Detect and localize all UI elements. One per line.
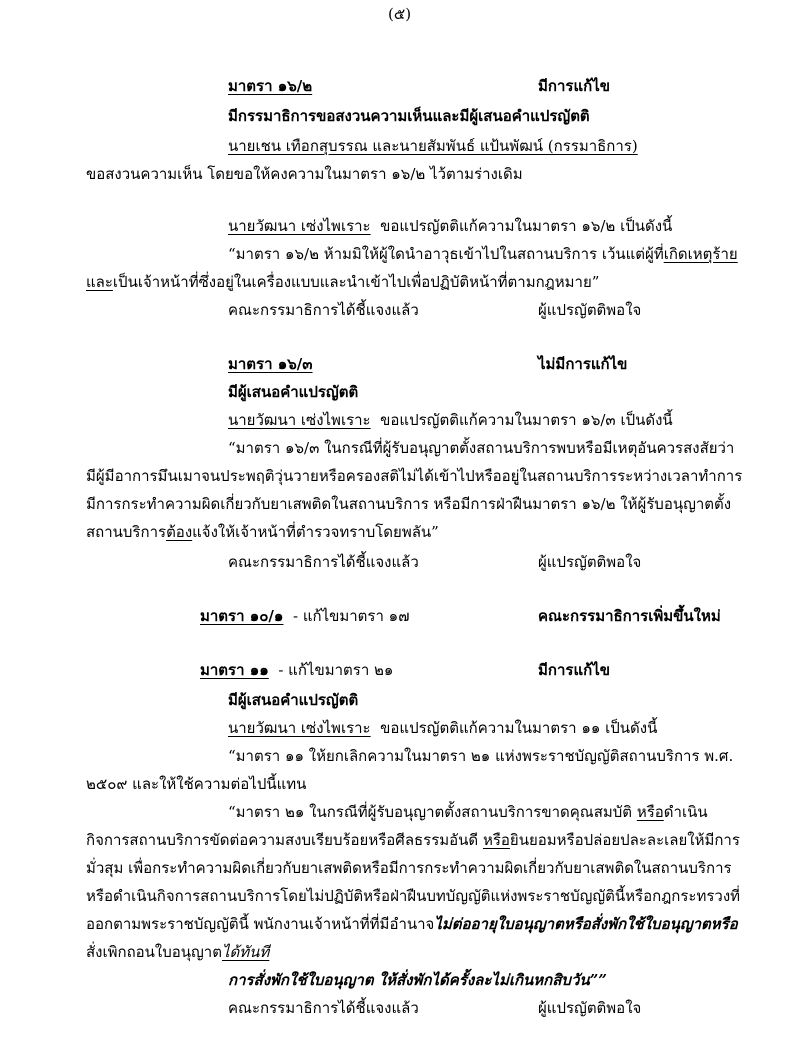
section-11-result: ผู้แปรญัตติพอใจ bbox=[538, 999, 642, 1017]
underlined-text: หรือ bbox=[482, 831, 510, 849]
section-11-status: มีการแก้ไข bbox=[538, 661, 610, 679]
section-11-row bbox=[200, 660, 393, 680]
section-11-amendment bbox=[228, 718, 657, 738]
section-10-1-status: คณะกรรมาธิการเพิ่มขึ้นใหม่ bbox=[538, 607, 721, 625]
underlined-text: ต้อง bbox=[166, 523, 193, 541]
section-16-3-title: มาตรา ๑๖/๓ bbox=[228, 355, 313, 373]
section-16-2-result: ผู้แปรญัตติพอใจ bbox=[538, 301, 642, 319]
section-11-line-8 bbox=[86, 942, 269, 962]
section-11-line-1: “มาตรา ๑๑ ให้ยกเลิกความในมาตรา ๒๑ แห่งพระราชบัญญัติสถานบริการ พ.ศ. bbox=[228, 747, 734, 765]
body-text: “มาตรา ๒๑ ในกรณีที่ผู้รับอนุญาตตั้งสถานบริการขาดคุณสมบัติ bbox=[228, 803, 633, 821]
section-16-3-line-3: มีการกระทำความผิดเกี่ยวกับยาเสพติดในสถานบริการ หรือมีการฝ่าฝืนมาตรา ๑๖/๒ ให้ผู้รับอนุญาตตั้ง bbox=[86, 495, 732, 513]
amender-name: นายวัฒนา เซ่งไพเราะ bbox=[228, 217, 371, 235]
section-16-3-line-4 bbox=[86, 522, 439, 542]
section-11-line-4 bbox=[86, 830, 740, 850]
section-16-2-members: นายเชน เทือกสุบรรณ และนายสัมพันธ์ แป้นพัฒน์ (กรรมาธิการ) bbox=[228, 137, 638, 155]
amendment-text: ขอแปรญัตติแก้ความในมาตรา ๑๖/๒ เป็นดังนี้ bbox=[380, 217, 673, 235]
quote-text: เป็นเจ้าหน้าที่ซึ่งอยู่ในเครื่องแบบและนำเข้าไปเพื่อปฏิบัติหน้าที่ตามกฎหมาย” bbox=[112, 273, 600, 291]
amendment-text: ขอแปรญัตติแก้ความในมาตรา ๑๖/๓ เป็นดังนี้ bbox=[380, 411, 673, 429]
body-text: กิจการสถานบริการขัดต่อความสงบเรียบร้อยหรือศีลธรรมอันดี bbox=[86, 831, 479, 849]
amender-name: นายวัฒนา เซ่งไพเราะ bbox=[228, 719, 371, 737]
section-11-title: มาตรา ๑๑ bbox=[200, 661, 269, 679]
quote-underlined: เกิดเหตุร้าย bbox=[663, 245, 738, 263]
section-10-1-desc: - แก้ไขมาตรา ๑๗ bbox=[292, 607, 410, 625]
section-16-2-explained: คณะกรรมาธิการได้ชี้แจงแล้ว bbox=[228, 301, 419, 319]
section-10-1-row bbox=[200, 606, 409, 626]
section-16-3-status: ไม่มีการแก้ไข bbox=[538, 355, 628, 373]
section-16-2-heading: มีกรรมาธิการขอสงวนความเห็นและมีผู้เสนอคำแปรญัตติ bbox=[228, 107, 590, 125]
underlined-text: ได้ทันที bbox=[221, 943, 270, 961]
section-16-3-explained: คณะกรรมาธิการได้ชี้แจงแล้ว bbox=[228, 553, 419, 571]
body-text: แจ้งให้เจ้าหน้าที่ตำรวจทราบโดยพลัน” bbox=[192, 523, 439, 541]
section-16-3-amendment bbox=[228, 410, 673, 430]
amendment-text: ขอแปรญัตติแก้ความในมาตรา ๑๑ เป็นดังนี้ bbox=[380, 719, 658, 737]
section-16-2-title: มาตรา ๑๖/๒ bbox=[228, 77, 313, 95]
body-text: ยินยอมหรือปล่อยปละละเลยให้มีการ bbox=[509, 831, 740, 849]
section-11-line-9: การสั่งพักใช้ใบอนุญาต ให้สั่งพักได้ครั้งละไม่เกินหกสิบวัน”” bbox=[228, 971, 607, 989]
quote-text: “มาตรา ๑๖/๒ ห้ามมิให้ผู้ใดนำอาวุธเข้าไปในสถานบริการ เว้นแต่ผู้ที่ bbox=[228, 245, 664, 263]
underlined-text: หรือ bbox=[636, 803, 664, 821]
section-11-line-3 bbox=[228, 802, 708, 822]
section-16-2-status: มีการแก้ไข bbox=[538, 77, 610, 95]
section-16-2-amendment bbox=[228, 216, 672, 236]
section-11-line-2: ๒๕๐๙ และให้ใช้ความต่อไปนี้แทน bbox=[86, 775, 307, 793]
section-11-heading: มีผู้เสนอคำแปรญัตติ bbox=[228, 691, 359, 709]
section-16-2-quote-line-2 bbox=[86, 272, 599, 292]
body-text: ดำเนิน bbox=[663, 803, 708, 821]
section-11-line-6: หรือดำเนินกิจการสถานบริการโดยไม่ปฏิบัติหรือฝ่าฝืนบทบัญญัติแห่งพระราชบัญญัตินี้หรือกฎกระทรวงที่ bbox=[86, 887, 741, 905]
italic-text: ไม่ต่ออายุใบอนุญาตหรือสั่งพักใช้ใบอนุญาตหรือ bbox=[434, 915, 738, 933]
section-11-explained: คณะกรรมาธิการได้ชี้แจงแล้ว bbox=[228, 999, 419, 1017]
section-16-2-quote-line-1 bbox=[228, 244, 738, 264]
body-text: สถานบริการ bbox=[86, 523, 167, 541]
section-16-3-line-2: มีผู้มีอาการมึนเมาจนประพฤติวุ่นวายหรือครองสติไม่ได้เข้าไปหรืออยู่ในสถานบริการระหว่างเวลาทำการ bbox=[86, 467, 743, 485]
section-10-1-title: มาตรา ๑๐/๑ bbox=[200, 607, 284, 625]
body-text: สั่งเพิกถอนใบอนุญาต bbox=[86, 943, 222, 961]
section-11-line-7 bbox=[86, 914, 738, 934]
quote-underlined: และ bbox=[86, 273, 113, 291]
amender-name: นายวัฒนา เซ่งไพเราะ bbox=[228, 411, 371, 429]
section-16-3-heading: มีผู้เสนอคำแปรญัตติ bbox=[228, 383, 359, 401]
body-text: ออกตามพระราชบัญญัตินี้ พนักงานเจ้าหน้าที่ที่มีอำนาจ bbox=[86, 915, 435, 933]
section-16-2-members-text: ขอสงวนความเห็น โดยขอให้คงความในมาตรา ๑๖/๒ ไว้ตามร่างเดิม bbox=[86, 165, 523, 183]
page-number: (๕) bbox=[388, 5, 412, 23]
section-11-desc: - แก้ไขมาตรา ๒๑ bbox=[278, 661, 394, 679]
section-11-line-5: มั่วสุม เพื่อกระทำความผิดเกี่ยวกับยาเสพติดหรือมีการกระทำความผิดเกี่ยวกับยาเสพติดในสถานบริการ bbox=[86, 859, 732, 877]
section-16-3-line-1: “มาตรา ๑๖/๓ ในกรณีที่ผู้รับอนุญาตตั้งสถานบริการพบหรือมีเหตุอันควรสงสัยว่า bbox=[228, 439, 735, 457]
section-16-3-result: ผู้แปรญัตติพอใจ bbox=[538, 553, 642, 571]
